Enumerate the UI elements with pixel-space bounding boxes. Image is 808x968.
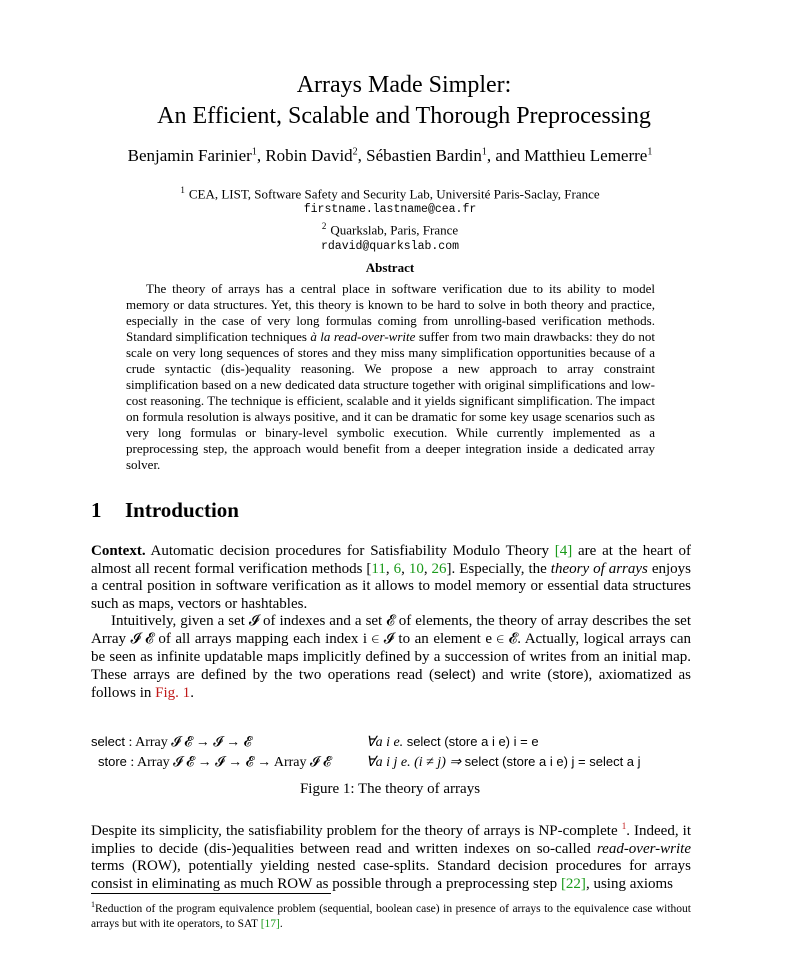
- affiliation-number: 2: [321, 221, 327, 232]
- footnote-marker-link[interactable]: 1: [621, 821, 627, 831]
- paragraph-text: Automatic decision procedures for Satisfiability Modulo Theory: [145, 543, 555, 559]
- author-affil-mark: 1: [251, 146, 257, 158]
- operator-name: select: [91, 734, 125, 749]
- paragraph-text: Intuitively, given a set 𝓘 of indexes and a set 𝓔 of elements, the theory of array describes the set Array 𝓘 𝓔 of all arrays mapping each index i ∈ 𝓘 to an element e ∈ 𝓔. Actually, logical arrays can be seen as infinite updatable maps implicitly defined by a succession of writes from an initial map. These arrays are defined by the two operations read (: [91, 613, 691, 684]
- operator-signature: : Array 𝓘 𝓔 → 𝓘 → 𝓔: [124, 735, 252, 750]
- axiom-store: [366, 752, 641, 772]
- paragraph-text: are at the heart of almost all recent formal verification methods [: [91, 543, 691, 577]
- figure-1-axioms: [91, 732, 711, 772]
- footnote-text: .: [279, 917, 283, 930]
- axiom-row-store: [91, 752, 711, 772]
- figure-caption: Figure 1: The theory of arrays: [299, 781, 481, 797]
- paragraph-text: ,: [401, 560, 409, 577]
- paragraph-text: as possible through a preprocessing step: [312, 875, 561, 892]
- author-affil-mark: 1: [647, 146, 653, 158]
- abstract-emphasis: à la read-over-write: [310, 329, 416, 344]
- operator-name: store: [98, 754, 127, 769]
- keyword-store: store: [552, 666, 584, 683]
- operator-signature: : Array 𝓘 𝓔 → 𝓘 → 𝓔 → Array 𝓘 𝓔: [126, 755, 332, 770]
- section-heading: [91, 498, 239, 523]
- paragraph-text: ), potentially yielding nested case-splits. Standard decision procedures for arrays consist in eliminating as much: [91, 858, 692, 892]
- author-name: , and Matthieu Lemerre: [486, 146, 648, 165]
- citation-link[interactable]: [4]: [554, 543, 573, 559]
- paragraph-text: ]. Especially, the: [446, 560, 551, 577]
- axiom-row-select: [91, 732, 711, 752]
- footnote-text: Reduction of the program equivalence problem (sequential, boolean case) in presence of arrays to the equivalence case without arrays but with ite operators, to SAT: [91, 902, 691, 930]
- citation-link[interactable]: 26: [431, 560, 447, 577]
- paragraph-emphasis: read-over-write: [596, 840, 691, 857]
- author-affil-mark: 1: [481, 146, 487, 158]
- paragraph-context: [91, 543, 691, 613]
- affiliation-1: [0, 182, 780, 202]
- author-name: , Robin David: [256, 146, 353, 165]
- citation-link[interactable]: 11: [371, 560, 386, 577]
- paragraph-text: ) and write (: [470, 667, 553, 684]
- keyword-select: select: [433, 666, 471, 683]
- author-affil-mark: 2: [352, 146, 358, 158]
- affiliations: [0, 182, 780, 255]
- paper-title: [0, 70, 808, 132]
- citation-link[interactable]: [17]: [260, 917, 280, 930]
- citation-link[interactable]: 10: [408, 560, 424, 577]
- affiliation-2: [0, 218, 780, 238]
- signature-select: [91, 732, 366, 752]
- paragraph-text: Despite its simplicity, the satisfiability problem for the theory of arrays is NP-complete: [91, 823, 622, 839]
- footnote-divider: [91, 893, 331, 894]
- axiom-select: [366, 732, 539, 752]
- abstract-text: The theory of arrays has a central place in software verification due to its ability to model memory or data structures. Yet, this theory is known to be hard to solve in both theory and practice, especially in the case of very long formulas coming from unrolling-based verification methods. Standard simplification techniques: [126, 281, 655, 344]
- abstract-text: suffer from two main drawbacks: they do not scale on very long sequences of stores and they miss many simplification opportunities because of a crude syntactic (dis-)equality reasoning. We propose a new approach to array constraint simplification based on a new dedicated data structure together with original simplifications and low-cost reasoning. The technique is efficient, scalable and it yields significant simplification. The impact on formula resolution is always positive, and it can be dramatic for some key usage scenarios such as very long formulas or binary-level symbolic execution. While currently implemented as a preprocessing step, the approach would benefit from a deeper integration inside a dedicated array solver.: [126, 329, 655, 472]
- title-line-2: An Efficient, Scalable and Thorough Preprocessing: [157, 103, 651, 129]
- paragraph-text: .: [190, 684, 194, 701]
- paragraph-text: . Indeed, it implies to decide (dis-)equalities between read and written indexes on so-called: [91, 823, 691, 857]
- section-title: Introduction: [125, 498, 239, 522]
- paragraph-complexity: [91, 818, 691, 893]
- axiom-quantifier: ∀a i j e. (i ≠ j) ⇒: [366, 755, 465, 770]
- paragraph-run-in-heading: Context.: [91, 543, 146, 559]
- author-name: Benjamin Farinier: [127, 146, 252, 165]
- title-line-1: Arrays Made Simpler:: [296, 72, 512, 98]
- paragraph-text: enjoys a central position in software verification as it allows to model memory or essential data structures such as maps, vectors or hashtables.: [91, 560, 692, 612]
- acronym-row: ROW: [137, 858, 173, 875]
- citation-link[interactable]: 6: [393, 560, 402, 577]
- footnote-number: 1: [91, 900, 95, 909]
- paragraph-emphasis: theory of arrays: [550, 560, 648, 577]
- author-name: , Sébastien Bardin: [357, 146, 482, 165]
- footnote: [91, 897, 691, 932]
- affiliation-institution: Quarkslab, Paris, France: [330, 222, 459, 238]
- axiom-formula: select (store a i e) i = e: [406, 734, 539, 749]
- author-list: [0, 146, 780, 166]
- section-number: 1: [91, 498, 102, 522]
- paragraph-intuition: [91, 613, 691, 702]
- paragraph-text: ,: [423, 560, 432, 577]
- affiliation-email: rdavid@quarkslab.com: [320, 239, 460, 253]
- paragraph-text: terms (: [91, 858, 138, 875]
- paragraph-text: ), axiomatized as follows in: [91, 667, 691, 701]
- signature-store: [91, 752, 366, 772]
- figure-reference-link[interactable]: Fig. 1: [155, 684, 191, 701]
- affiliation-institution: CEA, LIST, Software Safety and Security Lab, Université Paris-Saclay, France: [188, 186, 600, 202]
- abstract-body: [126, 281, 655, 473]
- paragraph-np-complete: [91, 818, 691, 893]
- paragraph-text: ,: [385, 560, 394, 577]
- citation-link[interactable]: [22]: [560, 875, 586, 892]
- axiom-formula: select (store a i e) j = select a j: [464, 754, 641, 769]
- paragraph-text: , using axioms: [585, 875, 674, 892]
- axiom-quantifier: ∀a i e.: [366, 735, 407, 750]
- abstract-heading: Abstract: [365, 260, 415, 275]
- affiliation-number: 1: [180, 185, 185, 195]
- affiliation-email: firstname.lastname@cea.fr: [303, 203, 477, 217]
- acronym-row: ROW: [277, 875, 313, 892]
- intro-paragraphs: [91, 543, 691, 702]
